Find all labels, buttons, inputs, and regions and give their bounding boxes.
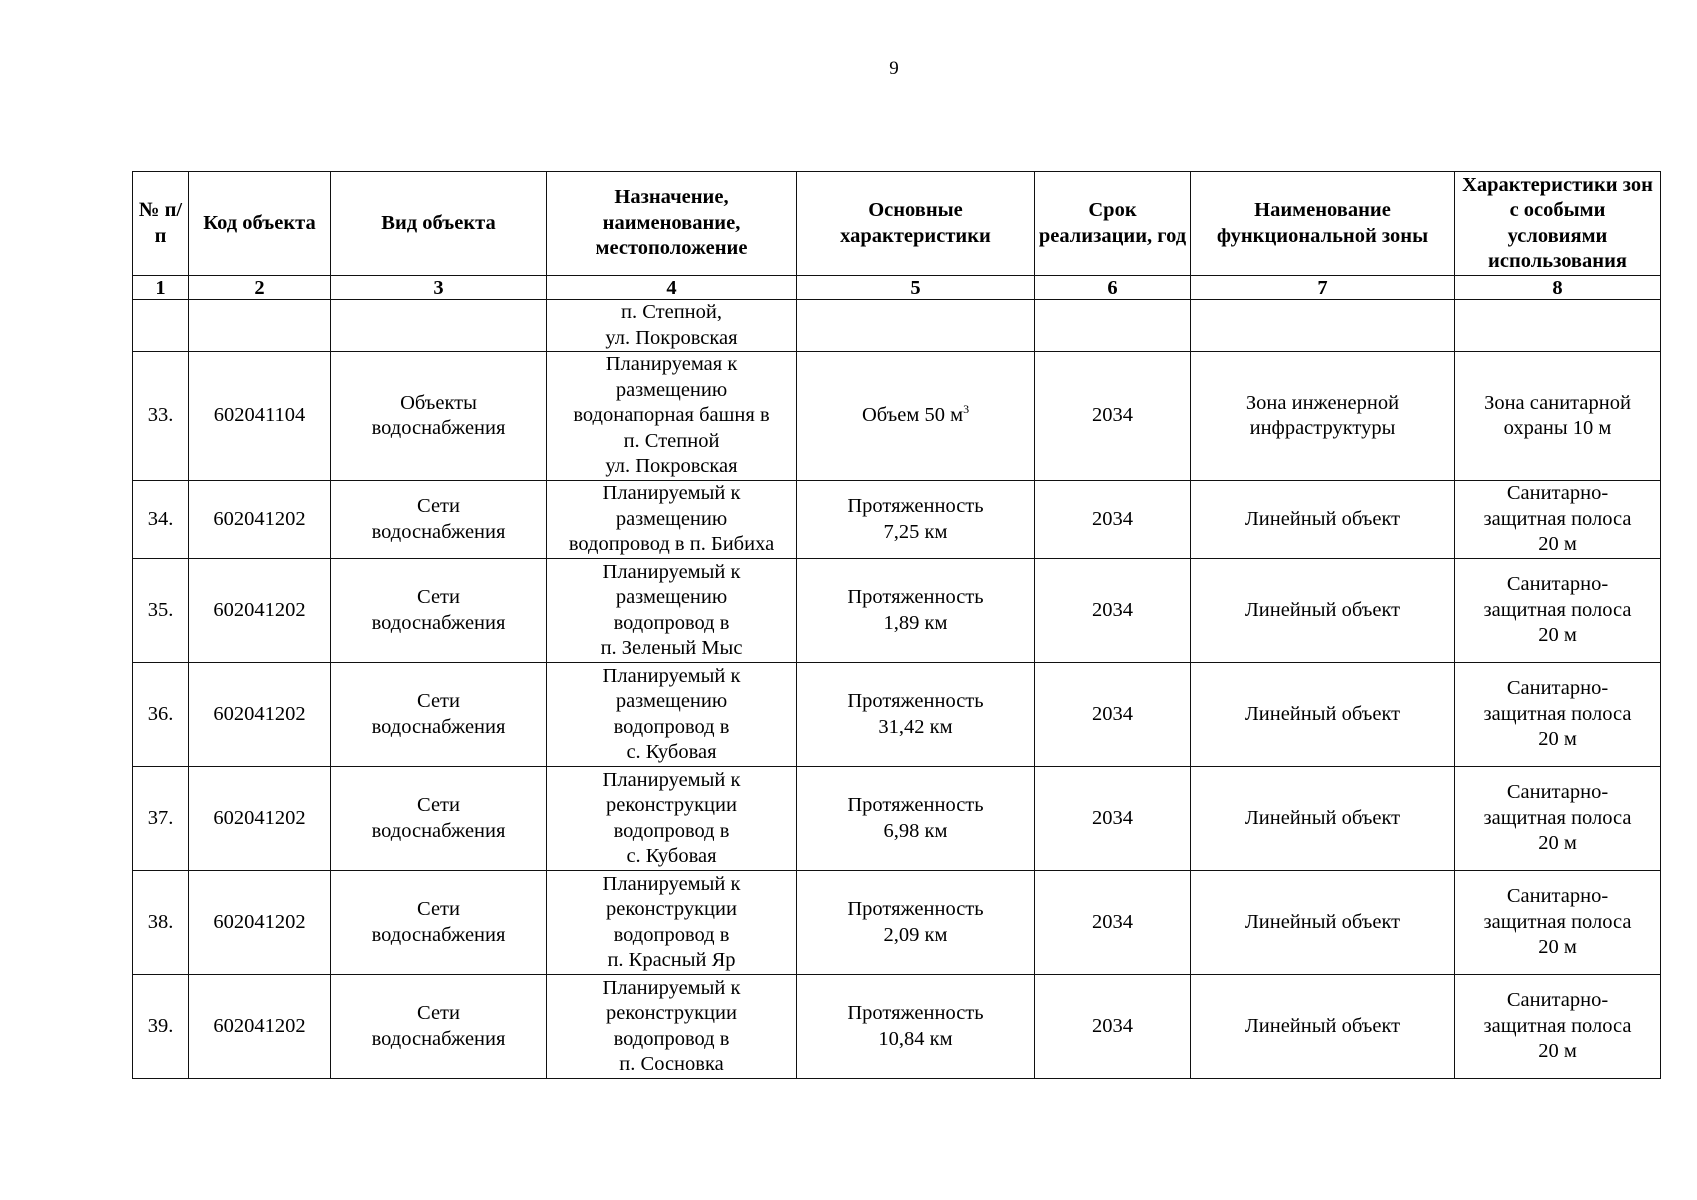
row-number-cell	[133, 300, 189, 352]
functional-zone-cell	[1191, 352, 1455, 481]
functional-zone-cell	[1191, 663, 1455, 767]
table-row	[133, 352, 1661, 481]
object-code-text: 602041202	[213, 702, 306, 725]
object-code-cell	[189, 767, 331, 871]
functional-zone-cell	[1191, 481, 1455, 559]
objects-table	[132, 171, 1661, 1079]
special-zone-text: Санитарно- защитная полоса 20 м	[1483, 885, 1632, 959]
purpose-location-cell	[547, 300, 797, 352]
functional-zone-text: Линейный объект	[1244, 598, 1401, 621]
object-type-cell	[331, 481, 547, 559]
implementation-year-text: 2034	[1092, 598, 1133, 621]
row-number-text: 35.	[147, 598, 174, 621]
purpose-location-text: Планируемый к размещению водопровод в с. Кубовая	[602, 664, 741, 763]
object-code-text: 602041202	[213, 1014, 306, 1037]
column-number: 1	[133, 276, 189, 300]
special-zone-text: Зона санитарной охраны 10 м	[1484, 391, 1631, 439]
functional-zone-text: Линейный объект	[1244, 1014, 1401, 1037]
special-zone-cell	[1455, 871, 1661, 975]
special-zone-text: Санитарно- защитная полоса 20 м	[1483, 573, 1632, 647]
functional-zone-text: Линейный объект	[1244, 507, 1401, 530]
column-numbers-row	[133, 276, 1661, 300]
table-row	[133, 871, 1661, 975]
object-type-text: Объекты водоснабжения	[371, 391, 506, 439]
table-body	[133, 300, 1661, 1079]
characteristics-text: Протяженность 7,25 км	[847, 495, 984, 543]
functional-zone-cell	[1191, 871, 1455, 975]
object-type-text: Сети водоснабжения	[371, 586, 506, 634]
purpose-location-text: Планируемый к размещению водопровод в п. Зеленый Мыс	[600, 560, 743, 659]
superscript: 3	[963, 402, 970, 417]
characteristics-text: Объем 50 м	[861, 404, 964, 427]
table-row	[133, 300, 1661, 352]
functional-zone-cell	[1191, 975, 1455, 1079]
object-type-cell	[331, 559, 547, 663]
implementation-year-cell	[1035, 559, 1191, 663]
object-code-cell	[189, 871, 331, 975]
special-zone-cell	[1455, 767, 1661, 871]
object-code-text: 602041202	[213, 806, 306, 829]
characteristics-cell	[797, 300, 1035, 352]
purpose-location-text: Планируемый к реконструкции водопровод в п. Сосновка	[602, 976, 741, 1075]
functional-zone-text: Линейный объект	[1244, 910, 1401, 933]
functional-zone-cell	[1191, 767, 1455, 871]
column-number: 5	[797, 276, 1035, 300]
special-zone-text: Санитарно- защитная полоса 20 м	[1483, 482, 1632, 556]
functional-zone-text: Линейный объект	[1244, 806, 1401, 829]
column-number: 8	[1455, 276, 1661, 300]
table-row	[133, 559, 1661, 663]
header-functional-zone: Наименование функциональной зоны	[1191, 172, 1455, 276]
implementation-year-cell	[1035, 663, 1191, 767]
row-number-cell	[133, 481, 189, 559]
header-code: Код объекта	[189, 172, 331, 276]
column-number: 3	[331, 276, 547, 300]
object-code-text: 602041202	[213, 910, 306, 933]
object-type-cell	[331, 352, 547, 481]
purpose-location-text: Планируемый к размещению водопровод в п. Бибиха	[568, 482, 775, 556]
special-zone-cell	[1455, 559, 1661, 663]
table-row	[133, 767, 1661, 871]
implementation-year-cell	[1035, 352, 1191, 481]
purpose-location-text: п. Степной, ул. Покровская	[605, 301, 738, 349]
functional-zone-text: Линейный объект	[1244, 702, 1401, 725]
header-characteristics: Основные характеристики	[797, 172, 1035, 276]
purpose-location-cell	[547, 481, 797, 559]
object-type-text: Сети водоснабжения	[371, 898, 506, 946]
implementation-year-cell	[1035, 871, 1191, 975]
object-code-text: 602041104	[213, 404, 306, 427]
special-zone-cell	[1455, 663, 1661, 767]
object-type-text: Сети водоснабжения	[371, 1002, 506, 1050]
table-row	[133, 663, 1661, 767]
purpose-location-cell	[547, 663, 797, 767]
object-code-cell	[189, 300, 331, 352]
implementation-year-text: 2034	[1092, 1014, 1133, 1037]
special-zone-text: Санитарно- защитная полоса 20 м	[1483, 677, 1632, 751]
row-number-text: 36.	[147, 702, 174, 725]
purpose-location-text: Планируемый к реконструкции водопровод в с. Кубовая	[602, 768, 741, 867]
row-number-text: 33.	[147, 404, 174, 427]
characteristics-text: Протяженность 31,42 км	[847, 690, 984, 738]
object-type-text: Сети водоснабжения	[371, 495, 506, 543]
object-code-cell	[189, 975, 331, 1079]
characteristics-cell	[797, 767, 1035, 871]
purpose-location-text: Планируемый к реконструкции водопровод в п. Красный Яр	[602, 872, 741, 971]
characteristics-cell	[797, 663, 1035, 767]
object-type-cell	[331, 871, 547, 975]
object-type-text: Сети водоснабжения	[371, 794, 506, 842]
object-type-cell	[331, 663, 547, 767]
characteristics-cell	[797, 559, 1035, 663]
object-type-text: Сети водоснабжения	[371, 690, 506, 738]
row-number-text: 34.	[147, 507, 174, 530]
object-type-cell	[331, 767, 547, 871]
header-implementation-year: Срок реализации, год	[1035, 172, 1191, 276]
header-object-type: Вид объекта	[331, 172, 547, 276]
object-type-cell	[331, 300, 547, 352]
object-code-text: 602041202	[213, 598, 306, 621]
row-number-cell	[133, 559, 189, 663]
row-number-cell	[133, 975, 189, 1079]
object-code-text: 602041202	[213, 507, 306, 530]
object-code-cell	[189, 663, 331, 767]
table-header-row	[133, 172, 1661, 276]
special-zone-cell	[1455, 481, 1661, 559]
implementation-year-text: 2034	[1092, 702, 1133, 725]
characteristics-text: Протяженность 2,09 км	[847, 898, 984, 946]
purpose-location-cell	[547, 975, 797, 1079]
characteristics-text: Протяженность 10,84 км	[847, 1002, 984, 1050]
object-code-cell	[189, 559, 331, 663]
characteristics-cell	[797, 975, 1035, 1079]
row-number-text: 38.	[147, 910, 174, 933]
special-zone-text: Санитарно- защитная полоса 20 м	[1483, 989, 1632, 1063]
characteristics-cell	[797, 481, 1035, 559]
column-number: 4	[547, 276, 797, 300]
implementation-year-text: 2034	[1092, 507, 1133, 530]
object-type-cell	[331, 975, 547, 1079]
implementation-year-cell	[1035, 767, 1191, 871]
column-number: 7	[1191, 276, 1455, 300]
implementation-year-text: 2034	[1092, 404, 1133, 427]
special-zone-cell	[1455, 975, 1661, 1079]
characteristics-text: Протяженность 1,89 км	[847, 586, 984, 634]
row-number-cell	[133, 767, 189, 871]
row-number-text: 37.	[147, 806, 174, 829]
characteristics-cell	[797, 871, 1035, 975]
characteristics-cell	[797, 352, 1035, 481]
purpose-location-cell	[547, 871, 797, 975]
object-code-cell	[189, 481, 331, 559]
special-zone-cell	[1455, 300, 1661, 352]
header-number: № п/п	[133, 172, 189, 276]
purpose-location-text: Планируемая к размещению водонапорная башня в п. Степной ул. Покровская	[573, 353, 770, 478]
row-number-cell	[133, 871, 189, 975]
row-number-cell	[133, 352, 189, 481]
header-purpose-location: Назначение, наименование, местоположение	[547, 172, 797, 276]
implementation-year-text: 2034	[1092, 806, 1133, 829]
column-number: 2	[189, 276, 331, 300]
table-row	[133, 481, 1661, 559]
row-number-text: 39.	[147, 1014, 174, 1037]
object-code-cell	[189, 352, 331, 481]
characteristics-text: Протяженность 6,98 км	[847, 794, 984, 842]
purpose-location-cell	[547, 559, 797, 663]
column-number: 6	[1035, 276, 1191, 300]
table-row	[133, 975, 1661, 1079]
implementation-year-cell	[1035, 481, 1191, 559]
special-zone-cell	[1455, 352, 1661, 481]
functional-zone-text: Зона инженерной инфраструктуры	[1245, 391, 1400, 439]
header-special-zone: Характеристики зон с особыми условиями использования	[1455, 172, 1661, 276]
purpose-location-cell	[547, 352, 797, 481]
purpose-location-cell	[547, 767, 797, 871]
special-zone-text: Санитарно- защитная полоса 20 м	[1483, 781, 1632, 855]
row-number-cell	[133, 663, 189, 767]
implementation-year-text: 2034	[1092, 910, 1133, 933]
page-number: 9	[889, 58, 899, 79]
functional-zone-cell	[1191, 559, 1455, 663]
implementation-year-cell	[1035, 975, 1191, 1079]
functional-zone-cell	[1191, 300, 1455, 352]
implementation-year-cell	[1035, 300, 1191, 352]
